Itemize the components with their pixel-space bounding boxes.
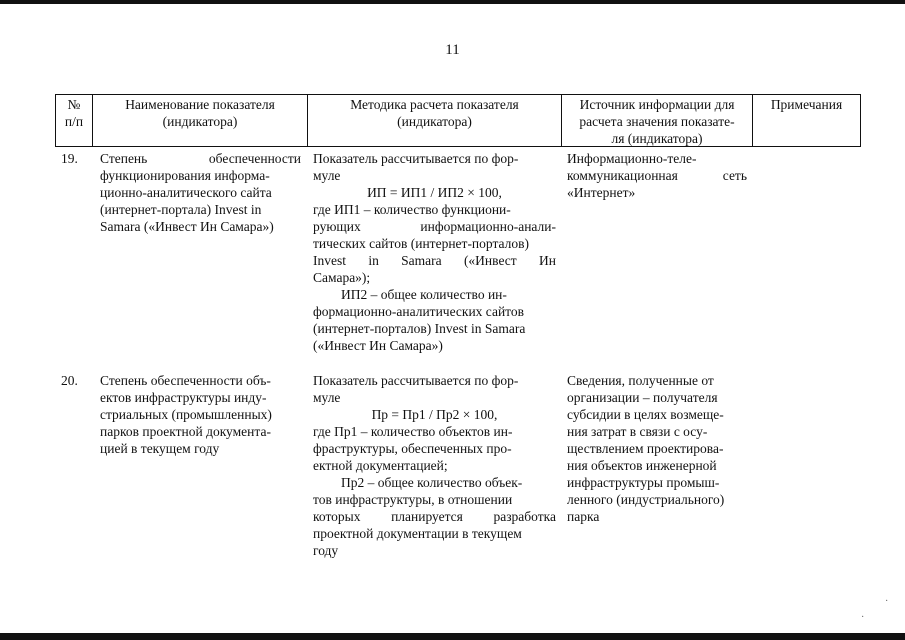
- header-number: [56, 96, 92, 154]
- header-indicator-name: [93, 96, 307, 154]
- word: коммуникационная: [567, 168, 678, 183]
- word: обеспеченности: [208, 151, 301, 166]
- word: сеть: [722, 168, 747, 183]
- text-line: (интернет-порталов) Invest in Samara: [313, 321, 526, 336]
- text-line: [100, 150, 301, 167]
- text-line: ектной документацией;: [313, 458, 448, 473]
- header-line: ля (индикатора): [611, 131, 703, 146]
- text-line: Сведения, полученные от: [567, 373, 714, 388]
- text-line: стриальных (промышленных): [100, 407, 272, 422]
- text-line: Степень обеспеченности объ-: [100, 373, 271, 388]
- text-line: Samara («Инвест Ин Самара»): [100, 219, 274, 234]
- word: Ин: [538, 253, 556, 268]
- page-number: 11: [445, 42, 460, 58]
- text-line: ленного (индустриального): [567, 492, 725, 507]
- scan-speck: ·: [885, 596, 889, 607]
- text-line: цией в текущем году: [100, 441, 220, 456]
- word: Степень: [100, 151, 148, 166]
- word: которых: [313, 509, 361, 524]
- header-line: №: [67, 97, 81, 112]
- text-line: муле: [313, 390, 341, 405]
- text-line: фраструктуры, обеспеченных про-: [313, 441, 512, 456]
- text-line: («Инвест Ин Самара»): [313, 338, 443, 353]
- text-line: проектной документации в текущем: [313, 526, 522, 541]
- text-line: Пр2 – общее количество объек-: [341, 475, 523, 490]
- text-line: ществлением проектирова-: [567, 441, 724, 456]
- row-19-source: [567, 150, 747, 201]
- text-line: Показатель рассчитывается по фор-: [313, 373, 519, 388]
- row-20-indicator-name: [100, 372, 301, 457]
- header-line: (индикатора): [397, 114, 472, 129]
- text-line: [313, 218, 556, 235]
- text-line: парков проектной документа-: [100, 424, 271, 439]
- text-line: Самара»);: [313, 270, 371, 285]
- header-source: [562, 96, 752, 154]
- text-line: ния затрат в связи с осу-: [567, 424, 708, 439]
- text-line: где ИП1 – количество функциони-: [313, 202, 511, 217]
- word: in: [368, 253, 379, 268]
- row-19-number: 19.: [61, 151, 78, 166]
- text-line: субсидии в целях возмеще-: [567, 407, 724, 422]
- text-line: муле: [313, 168, 341, 183]
- header-method: [308, 96, 561, 154]
- text-line: Показатель рассчитывается по фор-: [313, 151, 519, 166]
- header-line: Примечания: [770, 97, 843, 112]
- text-line: парка: [567, 509, 600, 524]
- text-line: Информационно-теле-: [567, 151, 697, 166]
- text-line: ционно-аналитического сайта: [100, 185, 272, 200]
- header-line: п/п: [64, 114, 84, 129]
- text-line: ектов инфраструктуры инду-: [100, 390, 267, 405]
- table-top-border: [55, 94, 861, 95]
- text-line: функционирования информа-: [100, 168, 270, 183]
- scan-speck: ·: [861, 612, 865, 623]
- header-line: Источник информации для: [579, 97, 735, 112]
- scan-top-border: [0, 0, 905, 4]
- header-line: расчета значения показате-: [579, 114, 735, 129]
- text-line: «Интернет»: [567, 185, 636, 200]
- text-line: инфраструктуры промыш-: [567, 475, 720, 490]
- header-line: Наименование показателя: [125, 97, 275, 112]
- formula: Пр = Пр1 / Пр2 × 100,: [371, 407, 498, 422]
- text-line: тических сайтов (интернет-порталов): [313, 236, 530, 251]
- word: («Инвест: [463, 253, 517, 268]
- text-line: [567, 167, 747, 184]
- text-line: [313, 252, 556, 269]
- row-19-method: [313, 150, 556, 354]
- row-20-number: 20.: [61, 373, 78, 388]
- text-line: ИП2 – общее количество ин-: [341, 287, 507, 302]
- word: планируется: [391, 509, 463, 524]
- text-line: [313, 508, 556, 525]
- table-right-border: [860, 94, 861, 147]
- text-line: ния объектов инженерной: [567, 458, 717, 473]
- text-line: формационно-аналитических сайтов: [313, 304, 525, 319]
- text-line: где Пр1 – количество объектов ин-: [313, 424, 513, 439]
- header-line: (индикатора): [162, 114, 238, 129]
- word: Invest: [313, 253, 346, 268]
- text-line: году: [313, 543, 339, 558]
- scan-bottom-border: [0, 633, 905, 640]
- row-19-indicator-name: [100, 150, 301, 235]
- word: информационно-анали-: [420, 219, 556, 234]
- word: разработка: [493, 509, 556, 524]
- word: рующих: [313, 219, 361, 234]
- text-line: организации – получателя: [567, 390, 718, 405]
- row-20-method: [313, 372, 556, 559]
- text-line: тов инфраструктуры, в отношении: [313, 492, 513, 507]
- header-line: Методика расчета показателя: [350, 97, 519, 112]
- text-line: (интернет-портала) Invest in: [100, 202, 262, 217]
- row-20-source: [567, 372, 747, 525]
- word: Samara: [401, 253, 442, 268]
- header-notes: [753, 96, 860, 154]
- formula: ИП = ИП1 / ИП2 × 100,: [367, 185, 502, 200]
